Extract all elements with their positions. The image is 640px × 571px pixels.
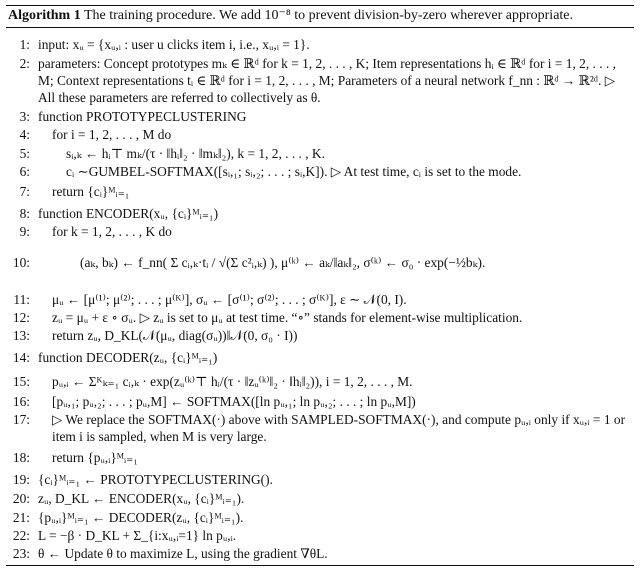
line-number: 5: — [19, 146, 30, 161]
line-text: {cᵢ}ᴹᵢ₌₁ ← PROTOTYPECLUSTERING(). — [38, 472, 273, 487]
bottom-rule — [6, 565, 634, 566]
line-text: μᵤ ← [μ⁽¹⁾; μ⁽²⁾; . . . ; μ⁽ᴷ⁾], σᵤ ← [σ⁽¹⁾; σ⁽²⁾; . . . ; σ⁽ᴷ⁾], ε ∼ 𝒩(0, I). — [52, 292, 407, 307]
line-text: cᵢ ∼GUMBEL-SOFTMAX([sᵢ,₁; sᵢ,₂; . . . ; sᵢ,K]). ▷ At test time, cᵢ is set to the mode. — [66, 164, 522, 179]
line-text: pᵤ,ᵢ ← Σᴷₖ₌₁ cᵢ,ₖ · exp(zᵤ⁽ᵏ⁾⊤ hᵢ/(τ · ‖zᵤ⁽ᵏ⁾‖₂ · ‖hᵢ‖₂)), i = 1, 2, . . . , M. — [52, 374, 413, 389]
line-text: θ ← Update θ to maximize L, using the gradient ∇θL. — [38, 546, 328, 561]
line-number: 23: — [12, 546, 30, 561]
top-rule — [6, 5, 634, 6]
line-text: parameters: Concept prototypes mₖ ∈ ℝᵈ for k = 1, 2, . . . , K; Item representations hᵢ ∈ ℝᵈ for i = 1, 2, . . . , M; Context representations tᵢ ∈ ℝᵈ for i = 1, 2, . . . , M; Parameters of a neural network f_nn : ℝᵈ → ℝ²ᵈ. ▷ All these parameters are referred to collectively as θ. — [38, 56, 616, 105]
line-number: 1: — [19, 37, 30, 52]
line-number: 11: — [13, 292, 30, 307]
line-text: for i = 1, 2, . . . , M do — [52, 127, 172, 142]
line-text: [pᵤ,₁; pᵤ,₂; . . . ; pᵤ,M] ← SOFTMAX([ln pᵤ,₁; ln pᵤ,₂; . . . ; ln pᵤ,M]) — [52, 394, 416, 409]
line-text: return {pᵤ,ᵢ}ᴹᵢ₌₁ — [52, 450, 138, 465]
line-number: 2: — [19, 56, 30, 71]
line-number: 8: — [19, 206, 30, 221]
line-text: input: xᵤ = {xᵤ,ᵢ : user u clicks item i, i.e., xᵤ,ᵢ = 1}. — [38, 37, 310, 52]
line-number: 6: — [19, 164, 30, 179]
line-text: L = −β · D_KL + Σ_{i:xᵤ,ᵢ=1} ln pᵤ,ᵢ. — [38, 528, 237, 543]
line-number: 16: — [12, 394, 30, 409]
line-text: (aₖ, bₖ) ← f_nn( Σ cᵢ,ₖ·tᵢ / √(Σ c²ᵢ,ₖ) ), μ⁽ᵏ⁾ ← aₖ/‖aₖ‖₂, σ⁽ᵏ⁾ ← σ₀ · exp(−½bₖ). — [80, 255, 486, 270]
line-text: for k = 1, 2, . . . , K do — [52, 224, 172, 239]
line-text: function DECODER(zᵤ, {cᵢ}ᴹᵢ₌₁) — [38, 350, 218, 365]
line-text: zᵤ, D_KL ← ENCODER(xᵤ, {cᵢ}ᴹᵢ₌₁). — [38, 491, 245, 506]
line-number: 10: — [12, 255, 30, 270]
line-number: 13: — [12, 328, 30, 343]
line-text: zᵤ = μᵤ + ε ∘ σᵤ. ▷ zᵤ is set to μᵤ at test time. “∘” stands for element-wise multiplication. — [52, 310, 523, 325]
line-number: 3: — [19, 109, 30, 124]
line-number: 9: — [19, 224, 30, 239]
line-number: 4: — [19, 127, 30, 142]
line-text: return {cᵢ}ᴹᵢ₌₁ — [52, 184, 130, 199]
line-text: function PROTOTYPECLUSTERING — [38, 109, 247, 124]
caption-text: The training procedure. We add 10⁻⁸ to prevent division-by-zero wherever appropriate. — [83, 8, 574, 23]
line-text: function ENCODER(xᵤ, {cᵢ}ᴹᵢ₌₁) — [38, 206, 219, 221]
line-number: 7: — [19, 184, 30, 199]
line-number: 12: — [12, 310, 30, 325]
line-number: 20: — [12, 491, 30, 506]
line-number: 19: — [12, 472, 30, 487]
line-text: return zᵤ, D_KL(𝒩(μᵤ, diag(σᵤ))‖𝒩(0, σ₀ · I)) — [52, 328, 298, 343]
line-text: sᵢ,ₖ ← hᵢ⊤ mₖ/(τ · ‖hᵢ‖₂ · ‖mₖ‖₂), k = 1, 2, . . . , K. — [66, 146, 325, 161]
line-number: 21: — [12, 510, 30, 525]
line-text: ▷ We replace the SOFTMAX(·) above with SAMPLED-SOFTMAX(·), and compute pᵤ,ᵢ only if xᵤ,ᵢ = 1 or item i is sampled, when M is very large. — [52, 412, 626, 444]
algorithm-caption — [8, 7, 573, 24]
caption-rule — [6, 27, 634, 28]
line-text: {pᵤ,ᵢ}ᴹᵢ₌₁ ← DECODER(zᵤ, {cᵢ}ᴹᵢ₌₁). — [38, 510, 244, 525]
line-number: 14: — [12, 350, 30, 365]
caption-label: Algorithm 1 — [8, 8, 81, 23]
line-number: 22: — [12, 528, 30, 543]
line-number: 18: — [12, 450, 30, 465]
line-number: 15: — [12, 374, 30, 389]
line-number: 17: — [12, 412, 30, 427]
